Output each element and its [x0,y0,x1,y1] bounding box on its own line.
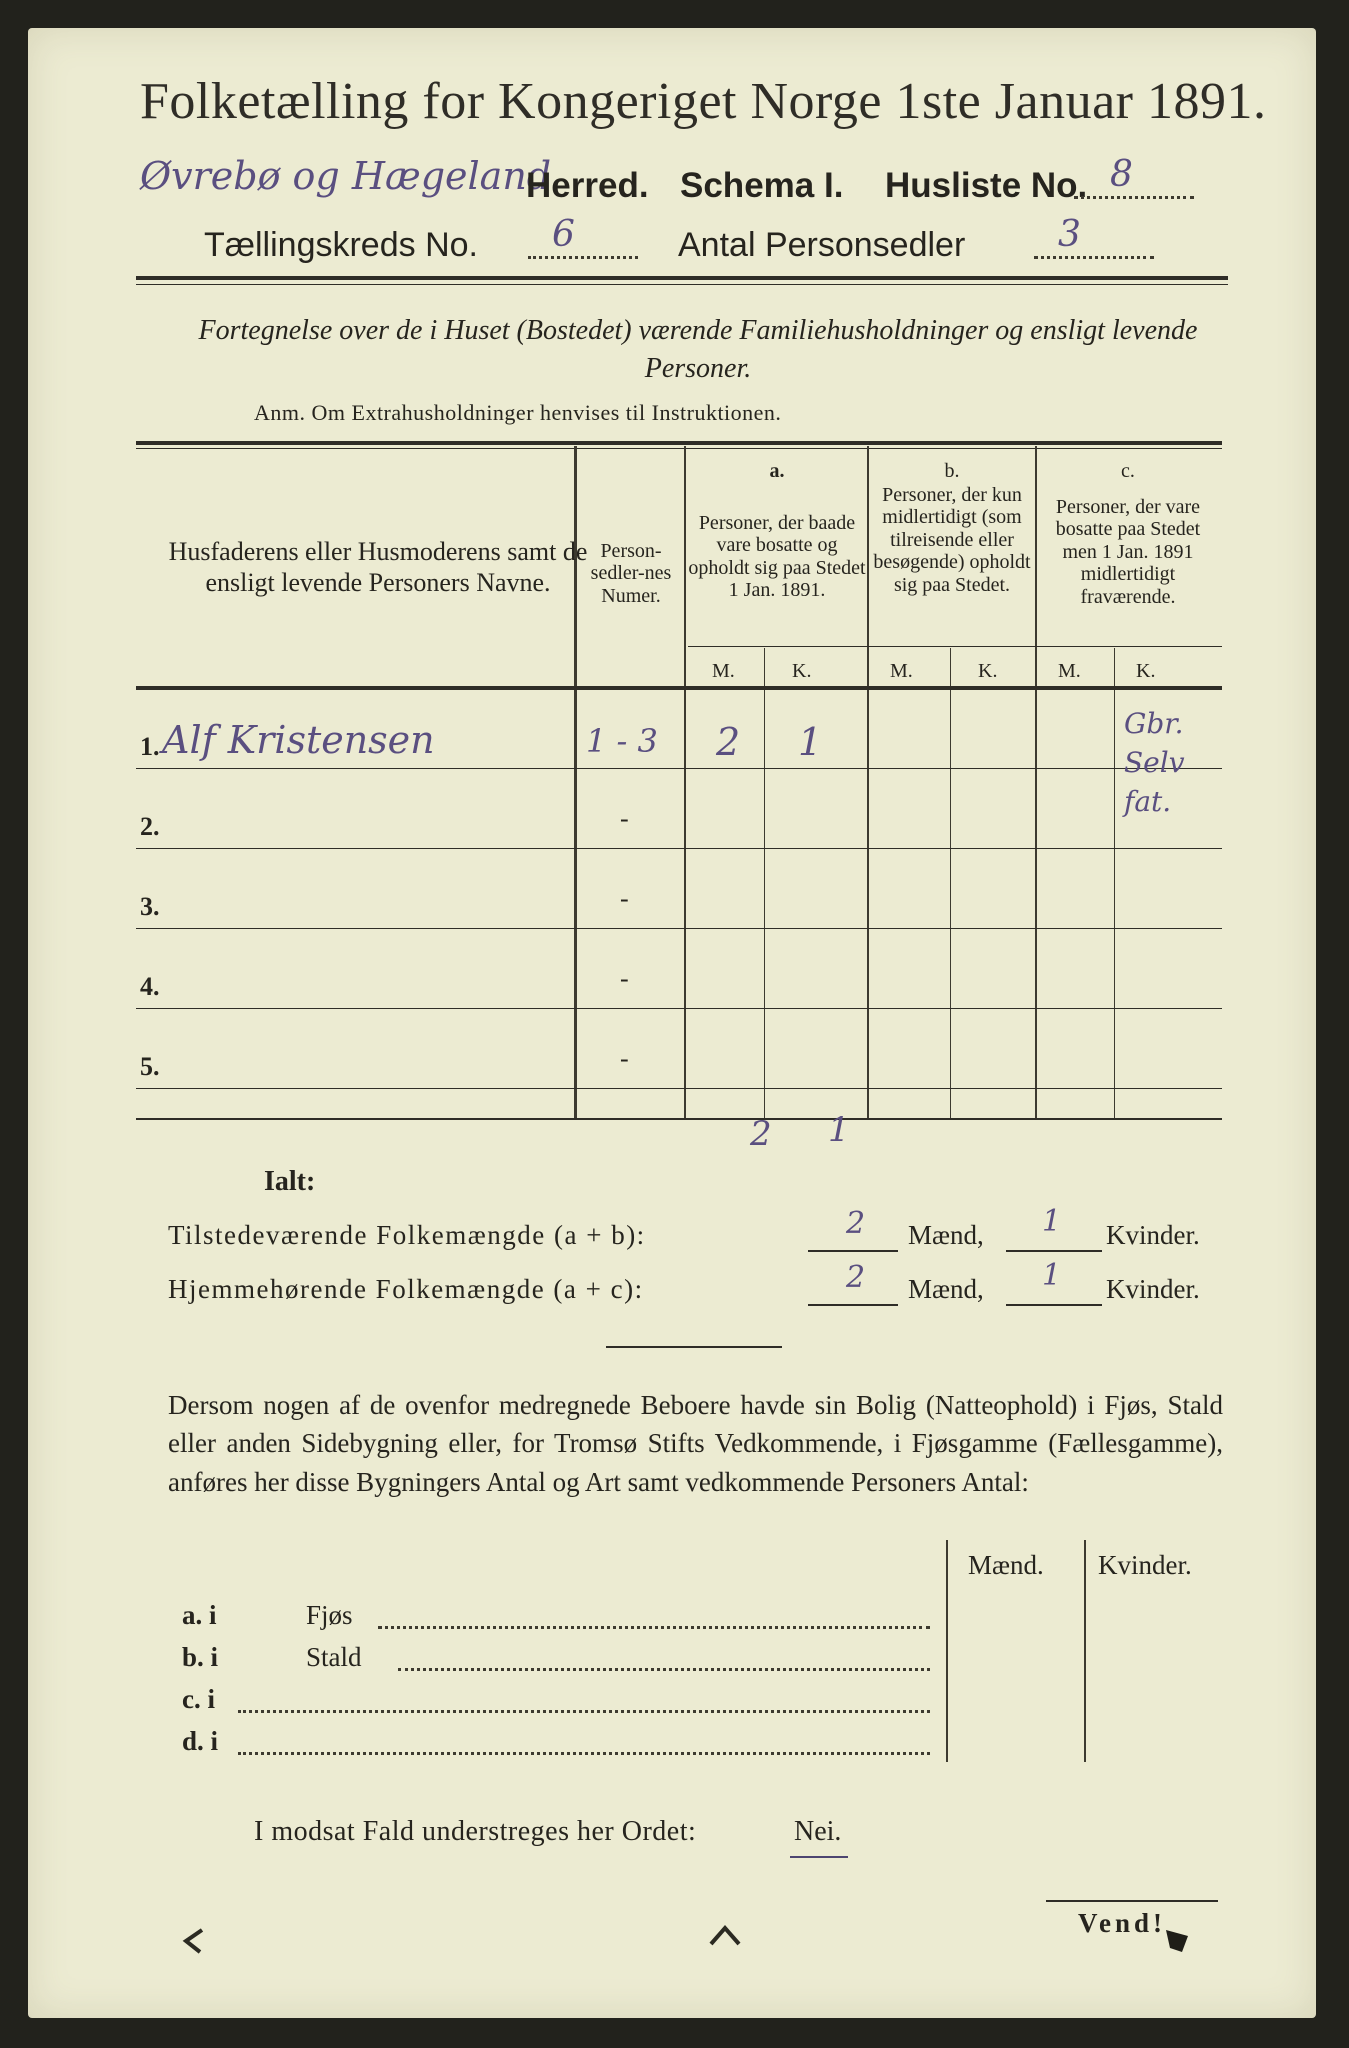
kreds-dotline [528,256,638,259]
hjemme-kvinder: Kvinder. [1106,1274,1200,1304]
form-title: Folketælling for Kongeriget Norge 1ste Januar 1891. [140,73,1267,130]
col-sep-c-mk [1114,648,1115,1119]
item-c-dots [238,1710,930,1713]
col-header-c: Personer, der vare bosatte paa Stedet men 1 Jan. 1891 midlertidigt fraværende. [1055,496,1201,608]
row-4-number: 4. [140,972,160,1001]
b-m-label: M. [890,660,913,682]
col-header-names: Husfaderens eller Husmoderens samt de ensligt levende Personers Navne. [168,537,588,598]
bottom-col-kvinder: Kvinder. [1098,1550,1192,1580]
schema-label: Schema I. [680,166,844,205]
hjemme-k-value: 1 [1042,1258,1062,1293]
row-1-a-k: 1 [798,720,823,764]
row-2-numer: - [620,804,629,833]
a-k-label: K. [792,660,812,682]
census-form-sheet [28,28,1316,2018]
item-d-dots [238,1752,930,1755]
row-1-name: Alf Kristensen [162,718,435,762]
header-rule-thin [136,284,1228,285]
row-line-2 [136,848,1222,849]
herred-label: Herred. [526,166,649,205]
col-header-a: Personer, der baade vare bosatte og opholdt sig paa Stedet 1 Jan. 1891. [688,512,866,602]
hjemme-maend: Mænd, [908,1274,984,1304]
vend-label: Vend! [1078,1908,1167,1938]
col-sep-a [867,446,869,1119]
section-separator [606,1346,782,1348]
item-b-label: Stald [306,1642,362,1672]
item-b-letter: b. i [182,1642,219,1672]
sidebygning-paragraph: Dersom nogen af de ovenfor medregnede Beboere havde sin Bolig (Natteophold) i Fjøs, Stald eller anden Sidebygning eller, for Tromsø Stifts Vedkommende, i Fjøsgamme (Fællesgamme), anføres her disse Bygningers Antal og Art samt vedkommende Personers Antal: [168,1390,1223,1497]
nei-word: Nei. [794,1816,842,1847]
col-sep-b-mk [950,648,951,1119]
tilstede-maend: Mænd, [908,1220,984,1250]
header-bottom-rule [136,686,1222,690]
sum-a-m: 2 [750,1114,772,1154]
c-k-label: K. [1136,660,1156,682]
b-k-label: K. [978,660,998,682]
col-sep-numer [684,446,686,1119]
scan-mark-right [1162,1926,1194,1956]
table-bottom-rule [136,1118,1222,1120]
header-rule-thick [136,276,1228,280]
personsedler-dotline [1034,256,1154,259]
vend-rule [1046,1900,1218,1902]
scan-mark-left [178,1926,208,1956]
table-top-rule [136,441,1222,445]
item-b-dots [398,1668,930,1671]
row-line-5 [136,1088,1222,1089]
tilstede-kvinder: Kvinder. [1106,1220,1200,1250]
item-a-label: Fjøs [306,1600,353,1630]
personsedler-label: Antal Personsedler [678,226,966,264]
hjemme-m-value: 2 [846,1260,866,1295]
tilstede-k-value: 1 [1042,1204,1062,1239]
row-3-number: 3. [140,892,160,921]
row-1-number: 1. [140,732,160,761]
kreds-value: 6 [552,214,575,255]
bottom-col-sep-2 [1084,1540,1086,1762]
husliste-label: Husliste No. [885,166,1088,205]
nei-underline [790,1856,848,1858]
husliste-dotline [1074,196,1194,199]
ialt-label: Ialt: [264,1166,316,1197]
kreds-label: Tællingskreds No. [204,226,478,264]
col-sep-a-mk [764,648,765,1119]
row-5-numer: - [620,1044,629,1073]
row-5-number: 5. [140,1052,160,1081]
personsedler-value: 3 [1058,214,1081,255]
row-4-numer: - [620,964,629,993]
hjemme-m-line [808,1304,898,1306]
bottom-col-sep-1 [946,1540,948,1762]
row-1-a-m: 2 [716,720,741,764]
col-sep-b [1035,446,1037,1119]
item-a-letter: a. i [182,1600,217,1630]
bottom-col-maend: Mænd. [968,1550,1044,1580]
tilstede-m-line [808,1250,898,1252]
husliste-value: 8 [1110,154,1133,195]
modsat-text: I modsat Fald understreges her Ordet: [254,1816,697,1847]
col-header-b: Personer, der kun midlertidigt (som tilreisende eller besøgende) opholdt sig paa Stedet. [873,484,1031,596]
col-a-letter: a. [769,460,785,482]
col-header-numer: Person-sedler-nes Numer. [590,540,672,607]
herred-value: Øvrebø og Hægeland [140,154,552,198]
mk-rule [688,646,1222,647]
tilstede-k-line [1006,1250,1102,1252]
sum-a-k: 1 [828,1110,850,1150]
scan-mark-center [708,1922,742,1948]
item-c-letter: c. i [182,1684,215,1714]
tilstede-label: Tilstedeværende Folkemængde (a + b): [168,1220,646,1250]
table-top-rule-thin [136,448,1222,449]
row-2-number: 2. [140,812,160,841]
intro-text: Fortegnelse over de i Huset (Bostedet) værende Familiehusholdninger og ensligt levende Personer. [198,315,1198,384]
row-1-c-note: Gbr. Selv fat. [1124,707,1185,819]
item-a-dots [378,1626,930,1629]
col-c-letter: c. [1121,460,1135,482]
c-m-label: M. [1058,660,1081,682]
row-1-numer: 1 - 3 [586,722,658,760]
row-line-4 [136,1008,1222,1009]
row-3-numer: - [620,884,629,913]
tilstede-m-value: 2 [846,1206,866,1241]
row-line-1 [136,768,1222,769]
hjemme-k-line [1006,1304,1102,1306]
hjemme-label: Hjemmehørende Folkemængde (a + c): [168,1274,644,1304]
a-m-label: M. [712,660,735,682]
item-d-letter: d. i [182,1726,219,1756]
row-line-3 [136,928,1222,929]
col-b-letter: b. [944,460,960,482]
anm-note: Anm. Om Extrahusholdninger henvises til Instruktionen. [254,400,782,425]
